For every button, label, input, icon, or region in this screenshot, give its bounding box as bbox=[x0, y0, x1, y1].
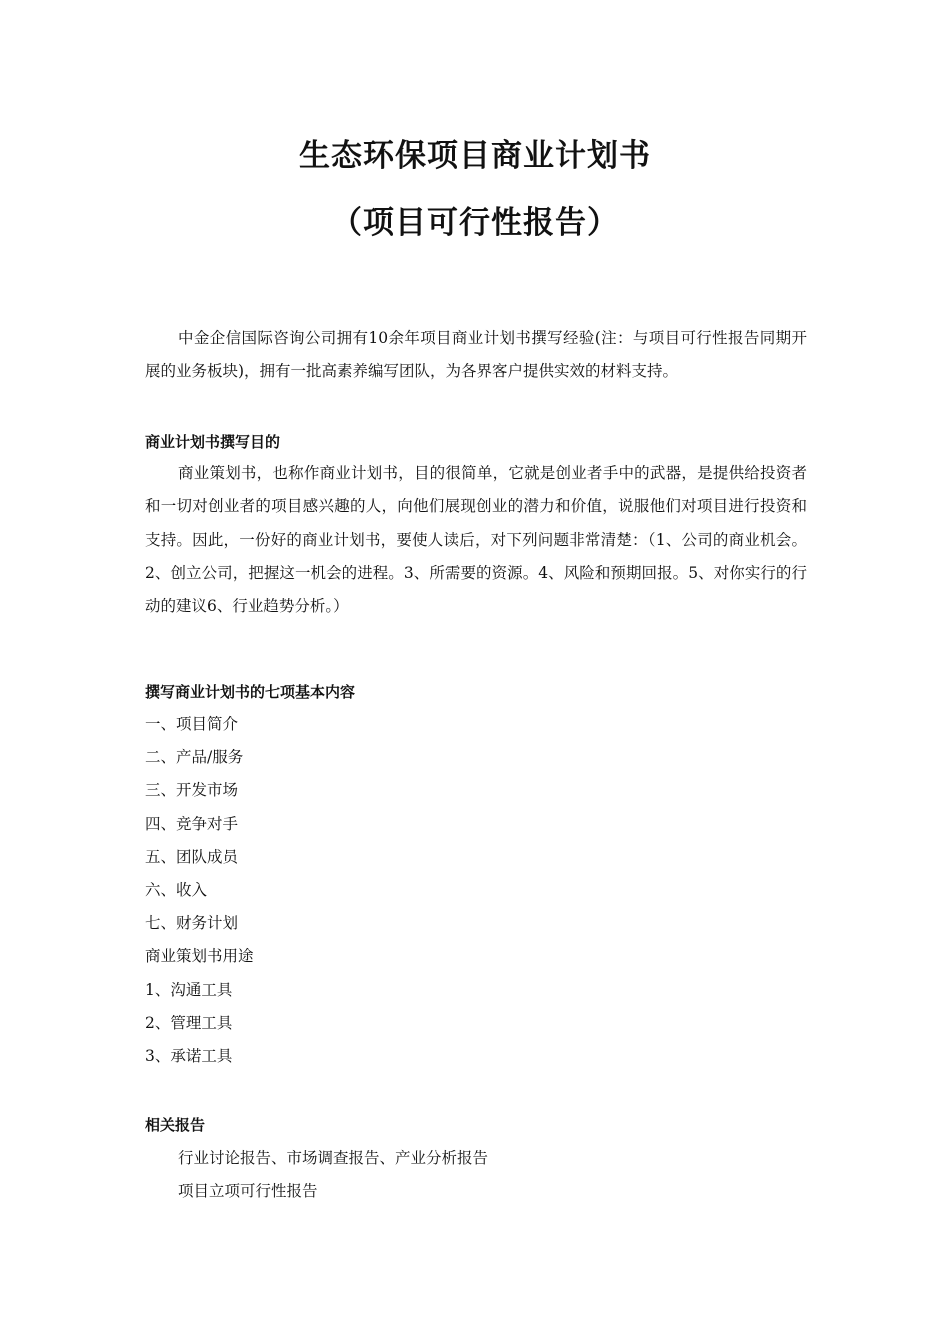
list-item: 3、承诺工具 bbox=[145, 1046, 233, 1065]
list-item: 五、团队成员 bbox=[145, 847, 239, 866]
list-item: 三、开发市场 bbox=[145, 781, 239, 800]
seven-contents-heading: 撰写商业计划书的七项基本内容 bbox=[145, 683, 356, 701]
list-item: 一、项目简介 bbox=[145, 715, 239, 733]
list-item: 2、管理工具 bbox=[145, 1013, 233, 1032]
list-item: 项目立项可行性报告 bbox=[178, 1182, 318, 1201]
list-item: 四、竞争对手 bbox=[145, 814, 239, 833]
related-reports-heading: 相关报告 bbox=[145, 1116, 206, 1134]
document-title: 生态环保项目商业计划书 bbox=[299, 138, 651, 174]
purpose-paragraph: 商业策划书，也称作商业计划书，目的很简单，它就是创业者手中的武器，是提供给投资者和一切对创业者的项目感兴趣的人，向他们展现创业的潜力和价值，说服他们对项目进行投资和支持。因此，一份好的商业计划书，要使人读后，对下列问题非常清楚：（1、公司的商业机会。2、创立公司，把握这一机会的进程。3、所需要的资源。4、风险和预期回报。5、对你实行的行动的建议6、行业趋势分析。） bbox=[145, 464, 807, 616]
related-reports-list bbox=[178, 1142, 488, 1208]
list-item: 1、沟通工具 bbox=[145, 980, 233, 999]
list-item: 行业讨论报告、市场调查报告、产业分析报告 bbox=[178, 1149, 489, 1167]
list-item: 六、收入 bbox=[145, 880, 208, 899]
seven-contents-list bbox=[145, 708, 254, 1073]
list-item: 商业策划书用途 bbox=[145, 947, 254, 966]
intro-paragraph: 中金企信国际咨询公司拥有10余年项目商业计划书撰写经验(注：与项目可行性报告同期开展的业务板块)，拥有一批高素养编写团队，为各界客户提供实效的材料支持。 bbox=[145, 329, 807, 381]
list-item: 七、财务计划 bbox=[145, 914, 239, 933]
document-subtitle: （项目可行性报告） bbox=[331, 205, 619, 241]
list-item: 二、产品/服务 bbox=[145, 748, 244, 767]
purpose-heading: 商业计划书撰写目的 bbox=[145, 433, 281, 451]
